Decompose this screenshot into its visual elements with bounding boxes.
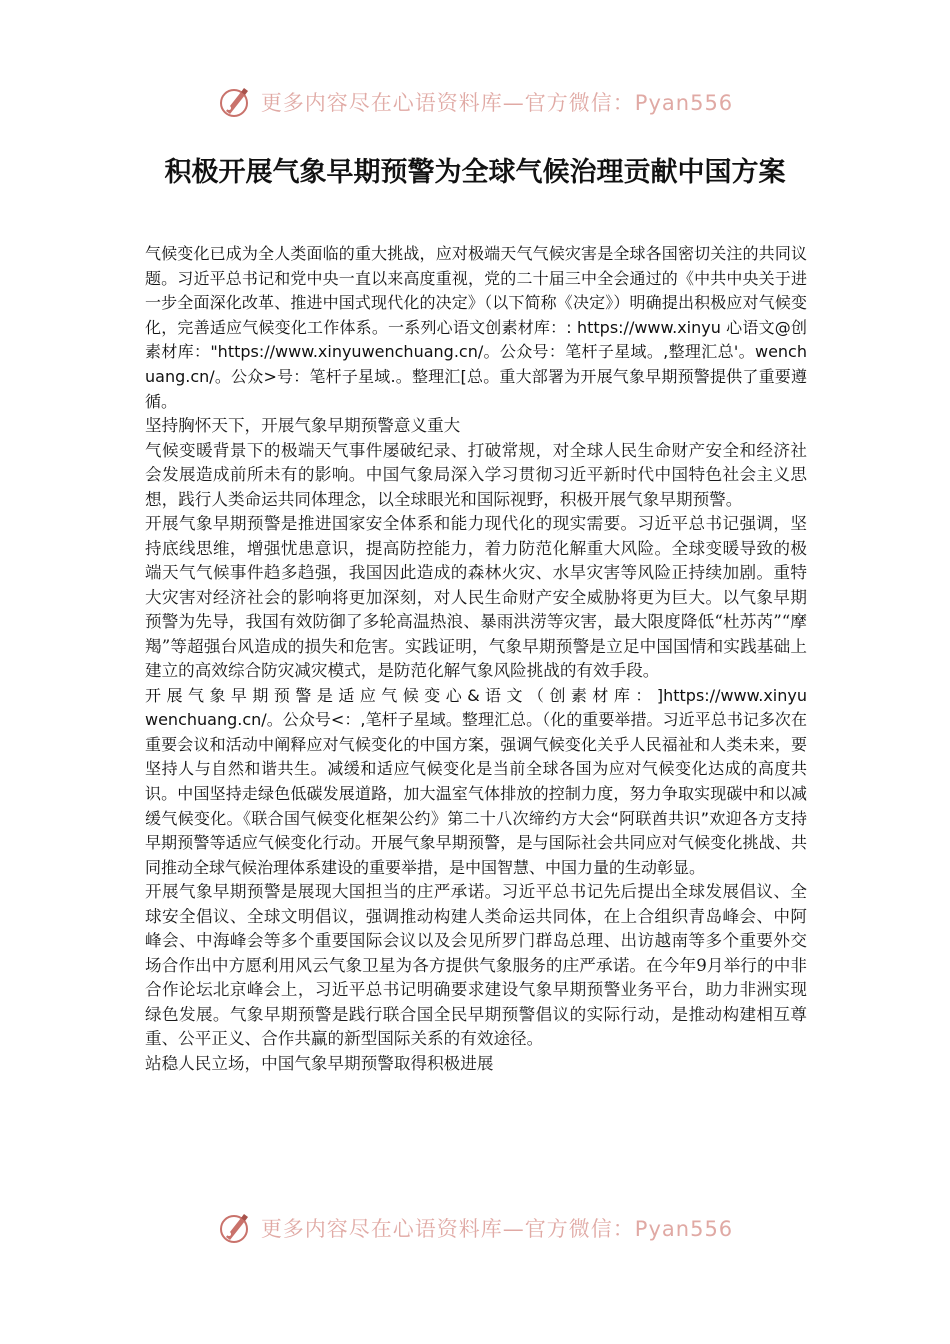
document-title: 积极开展气象早期预警为全球气候治理贡献中国方案 xyxy=(164,157,786,188)
watermark-text: 更多内容尽在心语资料库—官方微信：Pyan556 xyxy=(260,91,734,115)
footer-watermark-banner xyxy=(0,1208,950,1248)
watermark-text: 更多内容尽在心语资料库—官方微信：Pyan556 xyxy=(260,1217,734,1241)
header-watermark-banner xyxy=(0,82,950,122)
section-heading-1: 坚持胸怀天下，开展气象早期预警意义重大 xyxy=(145,416,461,436)
paragraph-background: 气候变暖背景下的极端天气事件屡破纪录、打破常规，对全球人民生命财产安全和经济社会发展造成前所未有的影响。中国气象局深入学习贯彻习近平新时代中国特色社会主义思想，践行人类命运共同体理念，以全球眼光和国际视野，积极开展气象早期预警。 xyxy=(145,440,807,509)
pen-logo-icon xyxy=(217,1210,253,1246)
section-heading-2: 站稳人民立场，中国气象早期预警取得积极进展 xyxy=(145,1053,494,1073)
paragraph-intro: 气候变化已成为全人类面临的重大挑战，应对极端天气气候灾害是全球各国密切关注的共同议题。习近平总书记和党中央一直以来高度重视，党的二十届三中全会通过的《中共中央关于进一步全面深化改革、推进中国式现代化的决定》（以下简称《决定》）明确提出积极应对气候变化，完善适应气候变化工作体系。一系列心语文创素材库：: https://www.xinyu 心语文@创素材库："https://www.xinyuwenchuang.cn/。公众号：笔杆子星域。,整理汇总'。wenchuang.cn/。公众>号：笔杆子星域.。整理汇[总。重大部署为开展气象早期预警提供了重要遵循。 xyxy=(145,244,807,411)
paragraph-commitment: 开展气象早期预警是展现大国担当的庄严承诺。习近平总书记先后提出全球发展倡议、全球安全倡议、全球文明倡议，强调推动构建人类命运共同体，在上合组织青岛峰会、中阿峰会、中海峰会等多个重要国际会议以及会见所罗门群岛总理、出访越南等多个重要外交场合作出中方愿利用风云气象卫星为各方提供气象服务的庄严承诺。在今年9月举行的中非合作论坛北京峰会上，习近平总书记明确要求建设气象早期预警业务平台，助力非洲实现绿色发展。气象早期预警是践行联合国全民早期预警倡议的实际行动，是推动构建相互尊重、公平正义、合作共赢的新型国际关系的有效途径。 xyxy=(145,882,807,1049)
paragraph-national-security: 开展气象早期预警是推进国家安全体系和能力现代化的现实需要。习近平总书记强调，坚持底线思维，增强忧患意识，提高防控能力，着力防范化解重大风险。全球变暖导致的极端天气气候事件趋多趋强，我国因此造成的森林火灾、水旱灾害等风险正持续加剧。重特大灾害对经济社会的影响将更加深刻，对人民生命财产安全威胁将更为巨大。以气象早期预警为先导，我国有效防御了多轮高温热浪、暴雨洪涝等灾害，最大限度降低“杜苏芮”“摩羯”等超强台风造成的损失和危害。实践证明，气象早期预警是立足中国国情和实践基础上建立的高效综合防灾减灾模式，是防范化解气象风险挑战的有效手段。 xyxy=(145,514,807,681)
pen-logo-icon xyxy=(217,84,253,120)
document-body xyxy=(145,242,807,1076)
paragraph-climate-adaptation: 开 展 气 象 早 期 预 警 是 适 应 气 候 变 心 & 语 文 （ 创 素 材 库 ： ]https://www.xinyuwenchuang.cn/。公众号<：,笔杆子星域。整理汇总。（化的重要举措。习近平总书记多次在重要会议和活动中阐释应对气候变化的中国方案，强调气候变化关乎人民福祉和人类未来，要坚持人与自然和谐共生。减缓和适应气候变化是当前全球各国为应对气候变化达成的高度共识。中国坚持走绿色低碳发展道路，加大温室气体排放的控制力度，努力争取实现碳中和以减缓气候变化。《联合国气候变化框架公约》第二十八次缔约方大会“阿联酋共识”欢迎各方支持早期预警等适应气候变化行动。开展气象早期预警，是与国际社会共同应对气候变化挑战、共同推动全球气候治理体系建设的重要举措，是中国智慧、中国力量的生动彰显。 xyxy=(145,685,807,877)
